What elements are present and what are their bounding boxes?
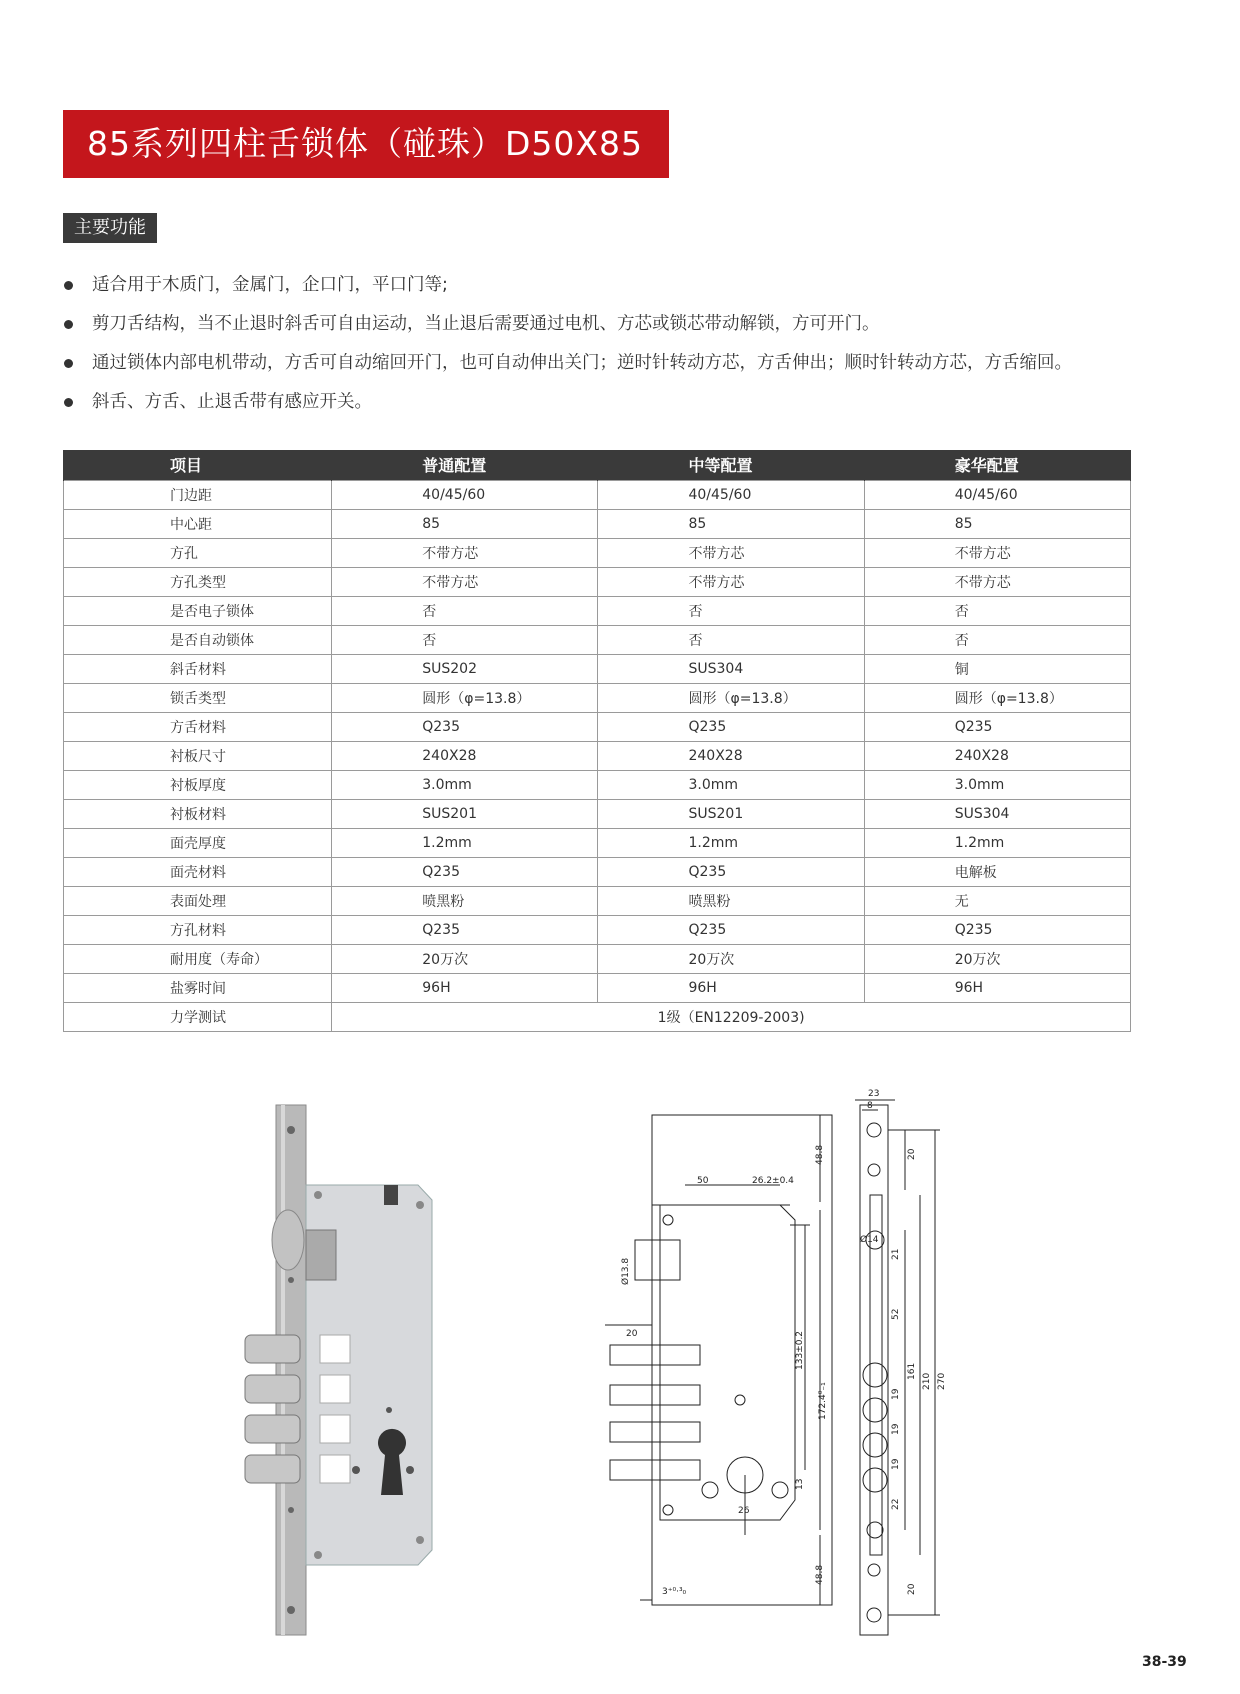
row-value: 85 <box>332 509 598 538</box>
row-value: 240X28 <box>598 741 864 770</box>
dim-50: 50 <box>697 1176 709 1186</box>
row-value: SUS304 <box>598 654 864 683</box>
header-basic: 普通配置 <box>332 450 598 480</box>
row-label: 力学测试 <box>64 1002 332 1031</box>
row-label: 衬板尺寸 <box>64 741 332 770</box>
table-row <box>64 944 1131 973</box>
dim-270: 270 <box>937 1372 947 1390</box>
dim-21: 21 <box>891 1248 901 1260</box>
dim-19a: 19 <box>891 1388 901 1400</box>
row-value: 否 <box>332 625 598 654</box>
lock-body-photo <box>245 1105 432 1635</box>
dim-3: 3⁺⁰·³₀ <box>662 1587 687 1597</box>
feature-item: 通过锁体内部电机带动，方舌可自动缩回开门，也可自动伸出关门；逆时针转动方芯，方舌伸出；顺时针转动方芯，方舌缩回。 <box>64 348 1072 387</box>
row-value: 否 <box>598 625 864 654</box>
row-value: Q235 <box>332 712 598 741</box>
table-row <box>64 596 1131 625</box>
row-value: 不带方芯 <box>864 538 1130 567</box>
dim-13: 13 <box>795 1478 805 1490</box>
row-value: Q235 <box>598 915 864 944</box>
table-row <box>64 683 1131 712</box>
table-row <box>64 973 1131 1002</box>
row-value: 20万次 <box>864 944 1130 973</box>
row-value: 3.0mm <box>598 770 864 799</box>
table-row <box>64 770 1131 799</box>
row-value: Q235 <box>864 712 1130 741</box>
dim-48-8-top: 48.8 <box>815 1144 825 1165</box>
table-row <box>64 799 1131 828</box>
row-value: 不带方芯 <box>332 567 598 596</box>
row-value: 1.2mm <box>598 828 864 857</box>
row-value: 40/45/60 <box>598 480 864 509</box>
table-row <box>64 480 1131 509</box>
table-row <box>64 538 1131 567</box>
row-label: 斜舌材料 <box>64 654 332 683</box>
table-row <box>64 509 1131 538</box>
row-value: 1.2mm <box>864 828 1130 857</box>
feature-item: 剪刀舌结构，当不止退时斜舌可自由运动，当止退后需要通过电机、方芯或锁芯带动解锁，方可开门。 <box>64 309 1072 348</box>
table-row-mechanical-test <box>64 1002 1131 1031</box>
dim-161: 161 <box>907 1362 917 1380</box>
header-luxury: 豪华配置 <box>864 450 1130 480</box>
page-number: 38-39 <box>1142 1654 1187 1670</box>
row-value: 喷黑粉 <box>598 886 864 915</box>
table-row <box>64 654 1131 683</box>
row-value: 96H <box>332 973 598 1002</box>
bullet-icon <box>64 359 73 368</box>
dim-20-left: 20 <box>626 1329 638 1339</box>
table-row <box>64 857 1131 886</box>
row-value: 否 <box>864 596 1130 625</box>
row-label: 是否电子锁体 <box>64 596 332 625</box>
row-label: 衬板厚度 <box>64 770 332 799</box>
row-label: 方孔类型 <box>64 567 332 596</box>
row-value: SUS201 <box>332 799 598 828</box>
dim-13-8: Ø13.8 <box>621 1257 631 1285</box>
row-value: SUS202 <box>332 654 598 683</box>
table-header-row <box>64 450 1131 480</box>
table-row <box>64 625 1131 654</box>
row-value: 不带方芯 <box>598 567 864 596</box>
row-value: 否 <box>332 596 598 625</box>
row-label: 方舌材料 <box>64 712 332 741</box>
dim-20-bot: 20 <box>907 1583 917 1595</box>
table-row <box>64 712 1131 741</box>
row-value: Q235 <box>598 857 864 886</box>
dim-22: 22 <box>891 1498 901 1510</box>
feature-item: 斜舌、方舌、止退舌带有感应开关。 <box>64 387 1072 426</box>
row-value: 240X28 <box>864 741 1130 770</box>
row-value: 85 <box>598 509 864 538</box>
square-bolt-1 <box>245 1335 350 1363</box>
dim-210: 210 <box>922 1372 932 1390</box>
dim-26-2: 26.2±0.4 <box>752 1176 794 1186</box>
table-body <box>64 480 1131 1031</box>
row-value: 否 <box>864 625 1130 654</box>
row-label: 是否自动锁体 <box>64 625 332 654</box>
row-value: 20万次 <box>332 944 598 973</box>
square-bolt-2 <box>245 1375 350 1403</box>
dim-172: 172.4⁰₋₁ <box>818 1382 828 1420</box>
row-value: Q235 <box>864 915 1130 944</box>
feature-item: 适合用于木质门，金属门，企口门，平口门等; <box>64 270 1072 309</box>
row-value: 圆形（φ=13.8） <box>332 683 598 712</box>
spec-table <box>63 450 1131 1032</box>
section-tag-main-features: 主要功能 <box>63 213 157 243</box>
table-row <box>64 567 1131 596</box>
page-title: 85系列四柱舌锁体（碰珠）D50X85 <box>63 110 669 178</box>
bullet-icon <box>64 398 73 407</box>
dim-48-8-bot: 48.8 <box>815 1564 825 1585</box>
row-value: 40/45/60 <box>864 480 1130 509</box>
row-value: 铜 <box>864 654 1130 683</box>
header-medium: 中等配置 <box>598 450 864 480</box>
row-value: 不带方芯 <box>864 567 1130 596</box>
row-value: 否 <box>598 596 864 625</box>
header-item: 项目 <box>64 450 332 480</box>
dim-26: 26 <box>738 1506 750 1516</box>
row-value: 96H <box>598 973 864 1002</box>
dim-52: 52 <box>891 1308 901 1320</box>
row-label: 门边距 <box>64 480 332 509</box>
row-label: 方孔 <box>64 538 332 567</box>
row-value: 不带方芯 <box>332 538 598 567</box>
row-value: 3.0mm <box>332 770 598 799</box>
lock-drawings <box>0 1070 1240 1640</box>
dim-133: 133±0.2 <box>795 1330 805 1370</box>
row-label: 耐用度（寿命） <box>64 944 332 973</box>
row-value: SUS304 <box>864 799 1130 828</box>
row-label: 面壳材料 <box>64 857 332 886</box>
row-value: 40/45/60 <box>332 480 598 509</box>
square-bolt-4 <box>245 1455 350 1483</box>
dim-20-top: 20 <box>907 1148 917 1160</box>
row-value: 240X28 <box>332 741 598 770</box>
row-value: 喷黑粉 <box>332 886 598 915</box>
row-label: 表面处理 <box>64 886 332 915</box>
row-label: 中心距 <box>64 509 332 538</box>
table-row <box>64 886 1131 915</box>
bullet-icon <box>64 320 73 329</box>
row-value: 3.0mm <box>864 770 1130 799</box>
table-row <box>64 741 1131 770</box>
row-value: 电解板 <box>864 857 1130 886</box>
row-value: 圆形（φ=13.8） <box>864 683 1130 712</box>
side-technical-drawing <box>855 1100 940 1635</box>
row-label: 锁舌类型 <box>64 683 332 712</box>
square-bolt-3 <box>245 1415 350 1443</box>
dim-8: 8 <box>867 1101 873 1111</box>
row-value: SUS201 <box>598 799 864 828</box>
row-value: 96H <box>864 973 1130 1002</box>
row-value: 1.2mm <box>332 828 598 857</box>
row-value: 85 <box>864 509 1130 538</box>
dim-14: Ø14 <box>860 1235 879 1245</box>
row-value: 20万次 <box>598 944 864 973</box>
row-value: 无 <box>864 886 1130 915</box>
table-row <box>64 828 1131 857</box>
row-label: 面壳厚度 <box>64 828 332 857</box>
row-label: 盐雾时间 <box>64 973 332 1002</box>
feature-list <box>64 270 1072 426</box>
row-label: 衬板材料 <box>64 799 332 828</box>
dim-19c: 19 <box>891 1458 901 1470</box>
bullet-icon <box>64 281 73 290</box>
table-row <box>64 915 1131 944</box>
row-value: 圆形（φ=13.8） <box>598 683 864 712</box>
row-value-spanning: 1级（EN12209-2003) <box>332 1002 1131 1031</box>
row-value: Q235 <box>332 857 598 886</box>
row-label: 方孔材料 <box>64 915 332 944</box>
row-value: 不带方芯 <box>598 538 864 567</box>
dim-19b: 19 <box>891 1423 901 1435</box>
row-value: Q235 <box>332 915 598 944</box>
row-value: Q235 <box>598 712 864 741</box>
dim-23: 23 <box>868 1089 880 1099</box>
